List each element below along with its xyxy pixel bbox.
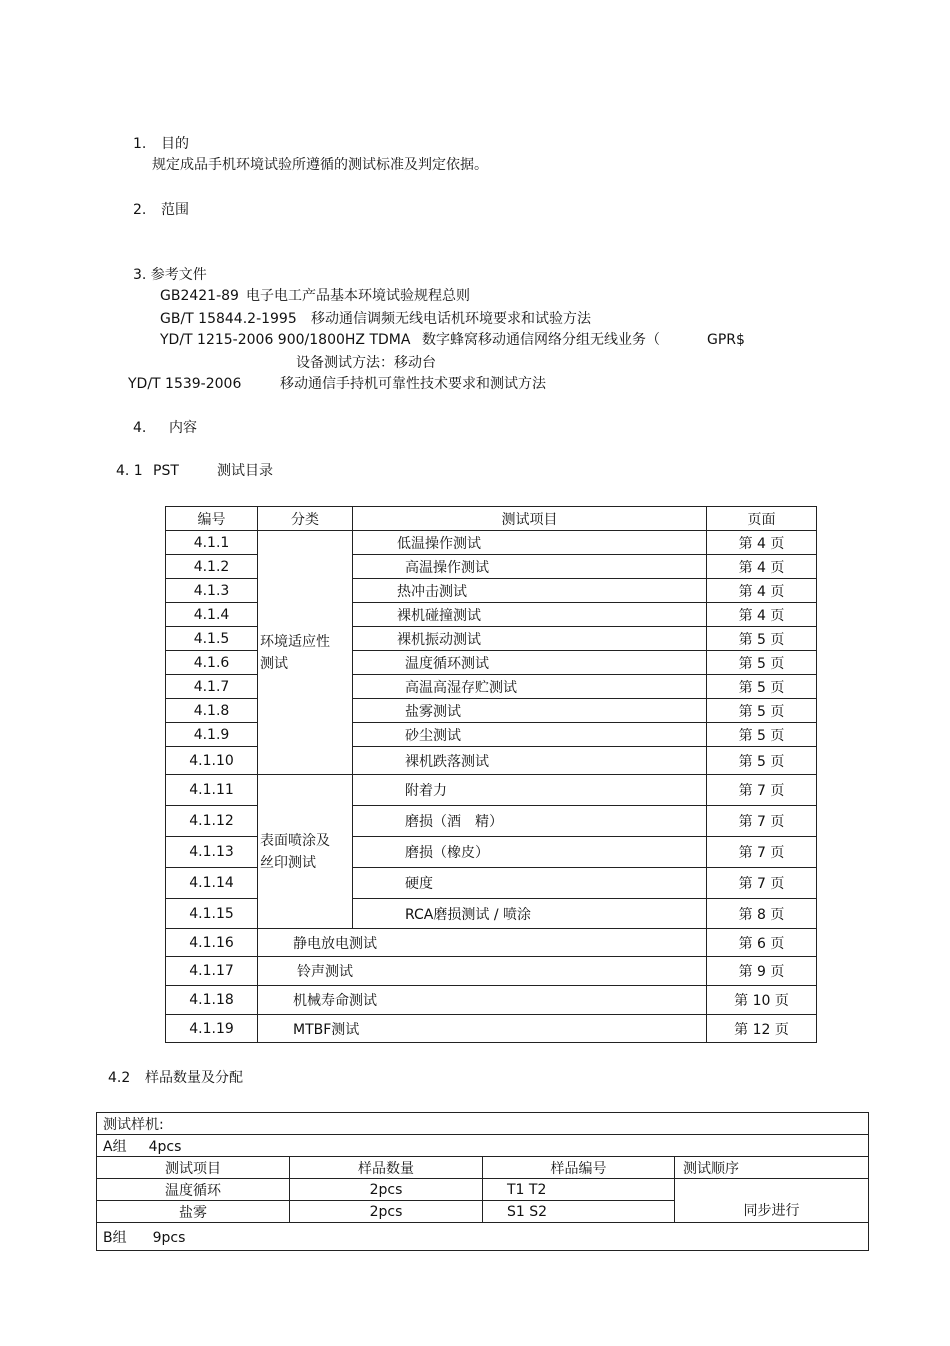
section-1-number: 1.	[133, 136, 147, 152]
pst-row-page: 第 6 页	[707, 929, 817, 957]
sample-row-2-qty: 2pcs	[290, 1201, 483, 1223]
pst-row-number: 4.1.17	[166, 957, 258, 986]
pst-row-page: 第 4 页	[707, 579, 817, 603]
header-test-order: 测试顺序	[675, 1157, 869, 1179]
section-4-2-title: 样品数量及分配	[145, 1070, 243, 1086]
pst-row-test-item: 裸机跌落测试	[353, 747, 707, 775]
pst-row-page: 第 12 页	[707, 1015, 817, 1043]
pst-row-test-item: 裸机碰撞测试	[353, 603, 707, 627]
sample-row-1-item: 温度循环	[97, 1179, 290, 1201]
section-4-1-code: PST	[153, 463, 179, 479]
pst-row-number: 4.1.5	[166, 627, 258, 651]
pst-row-number: 4.1.19	[166, 1015, 258, 1043]
ref-1-desc: 电子电工产品基本环境试验规程总则	[246, 288, 470, 304]
pst-row-number: 4.1.4	[166, 603, 258, 627]
test-order-value: 同步进行	[675, 1179, 869, 1223]
pst-header-row	[166, 507, 817, 531]
header-number: 编号	[166, 507, 258, 531]
pst-row-number: 4.1.11	[166, 775, 258, 806]
pst-row-page: 第 7 页	[707, 868, 817, 899]
pst-row-page: 第 7 页	[707, 775, 817, 806]
pst-row	[166, 531, 817, 555]
group-b-name: B组	[103, 1230, 127, 1246]
pst-row-number: 4.1.18	[166, 986, 258, 1015]
header-test-item: 测试项目	[353, 507, 707, 531]
pst-row-page: 第 7 页	[707, 837, 817, 868]
ref-2-code: GB/T 15844.2-1995	[160, 311, 297, 327]
group-b-row	[97, 1223, 869, 1251]
ref-3-code: YD/T 1215-2006 900/1800HZ TDMA	[160, 332, 411, 348]
pst-row-test-item: 铃声测试	[258, 957, 707, 986]
section-4-title: 内容	[169, 420, 197, 436]
pst-row-test-item: 磨损（酒 精）	[353, 806, 707, 837]
pst-row	[166, 929, 817, 957]
pst-row-number: 4.1.14	[166, 868, 258, 899]
pst-row-number: 4.1.10	[166, 747, 258, 775]
pst-row-number: 4.1.6	[166, 651, 258, 675]
pst-row-page: 第 4 页	[707, 531, 817, 555]
group-a-name: A组	[103, 1138, 127, 1155]
pst-row-test-item: 高温操作测试	[353, 555, 707, 579]
section-4-1-title: 测试目录	[217, 463, 273, 479]
pst-row-page: 第 9 页	[707, 957, 817, 986]
pst-row	[166, 1015, 817, 1043]
section-4-number: 4.	[133, 420, 147, 436]
header-sample-id: 样品编号	[483, 1157, 675, 1179]
category-environment: 环境适应性 测试	[258, 531, 353, 775]
pst-row-test-item: 高温高湿存贮测试	[353, 675, 707, 699]
pst-row-number: 4.1.12	[166, 806, 258, 837]
section-2-title: 范围	[161, 202, 189, 218]
sample-row-2-item: 盐雾	[97, 1201, 290, 1223]
pst-row	[166, 957, 817, 986]
sample-allocation-table	[96, 1112, 869, 1251]
pst-row	[166, 775, 817, 806]
ref-4-code: YD/T 1539-2006	[128, 376, 242, 392]
section-4-1-number: 4. 1	[116, 463, 143, 479]
pst-test-catalog-table	[165, 506, 817, 1043]
ref-1-code: GB2421-89	[160, 288, 239, 304]
pst-row-page: 第 4 页	[707, 603, 817, 627]
sample-title: 测试样机:	[97, 1113, 869, 1135]
pst-row-page: 第 5 页	[707, 699, 817, 723]
pst-row-test-item: 磨损（橡皮）	[353, 837, 707, 868]
pst-row-page: 第 5 页	[707, 675, 817, 699]
pst-row-number: 4.1.16	[166, 929, 258, 957]
pst-row-page: 第 4 页	[707, 555, 817, 579]
pst-row-test-item: 温度循环测试	[353, 651, 707, 675]
pst-row-page: 第 5 页	[707, 747, 817, 775]
pst-row-number: 4.1.2	[166, 555, 258, 579]
header-category: 分类	[258, 507, 353, 531]
section-2-number: 2.	[133, 202, 147, 218]
sample-row-1-ids: T1 T2	[483, 1179, 675, 1201]
section-3-title: 3. 参考文件	[133, 267, 207, 283]
sample-row-1-qty: 2pcs	[290, 1179, 483, 1201]
pst-row-page: 第 8 页	[707, 899, 817, 929]
ref-3-desc: 数字蜂窝移动通信网络分组无线业务（	[422, 332, 660, 348]
ref-3-continued: 设备测试方法：移动台	[296, 355, 436, 371]
pst-row-number: 4.1.8	[166, 699, 258, 723]
pst-row-test-item: 低温操作测试	[353, 531, 707, 555]
category-surface-coating: 表面喷涂及 丝印测试	[258, 775, 353, 929]
pst-row-test-item: 静电放电测试	[258, 929, 707, 957]
pst-row-test-item: 附着力	[353, 775, 707, 806]
pst-row-number: 4.1.1	[166, 531, 258, 555]
pst-row-number: 4.1.15	[166, 899, 258, 929]
pst-row-test-item: 热冲击测试	[353, 579, 707, 603]
ref-4-desc: 移动通信手持机可靠性技术要求和测试方法	[280, 376, 546, 392]
pst-row-number: 4.1.3	[166, 579, 258, 603]
section-1-body: 规定成品手机环境试验所遵循的测试标准及判定依据。	[152, 157, 488, 173]
pst-row-test-item: 砂尘测试	[353, 723, 707, 747]
pst-row-page: 第 5 页	[707, 627, 817, 651]
pst-row-test-item: 盐雾测试	[353, 699, 707, 723]
section-1-title: 目的	[161, 136, 189, 152]
group-b-qty: 9pcs	[152, 1230, 186, 1246]
group-a-qty: 4pcs	[148, 1138, 182, 1155]
pst-row-page: 第 10 页	[707, 986, 817, 1015]
group-a-row	[97, 1135, 869, 1157]
pst-row-test-item: 裸机振动测试	[353, 627, 707, 651]
pst-row-page: 第 5 页	[707, 723, 817, 747]
pst-row-test-item: RCA磨损测试 / 喷涂	[353, 899, 707, 929]
header-test-item: 测试项目	[97, 1157, 290, 1179]
pst-row-number: 4.1.7	[166, 675, 258, 699]
sample-row-2-ids: S1 S2	[483, 1201, 675, 1223]
pst-row-test-item: MTBF测试	[258, 1015, 707, 1043]
pst-row-test-item: 机械寿命测试	[258, 986, 707, 1015]
ref-2-desc: 移动通信调频无线电话机环境要求和试验方法	[311, 311, 591, 327]
ref-3-tail: GPR$	[707, 332, 745, 348]
pst-row-page: 第 7 页	[707, 806, 817, 837]
pst-row-page: 第 5 页	[707, 651, 817, 675]
pst-row-number: 4.1.13	[166, 837, 258, 868]
header-page: 页面	[707, 507, 817, 531]
pst-row	[166, 986, 817, 1015]
pst-row-number: 4.1.9	[166, 723, 258, 747]
section-4-2-number: 4.2	[108, 1070, 131, 1086]
header-sample-qty: 样品数量	[290, 1157, 483, 1179]
pst-row-test-item: 硬度	[353, 868, 707, 899]
